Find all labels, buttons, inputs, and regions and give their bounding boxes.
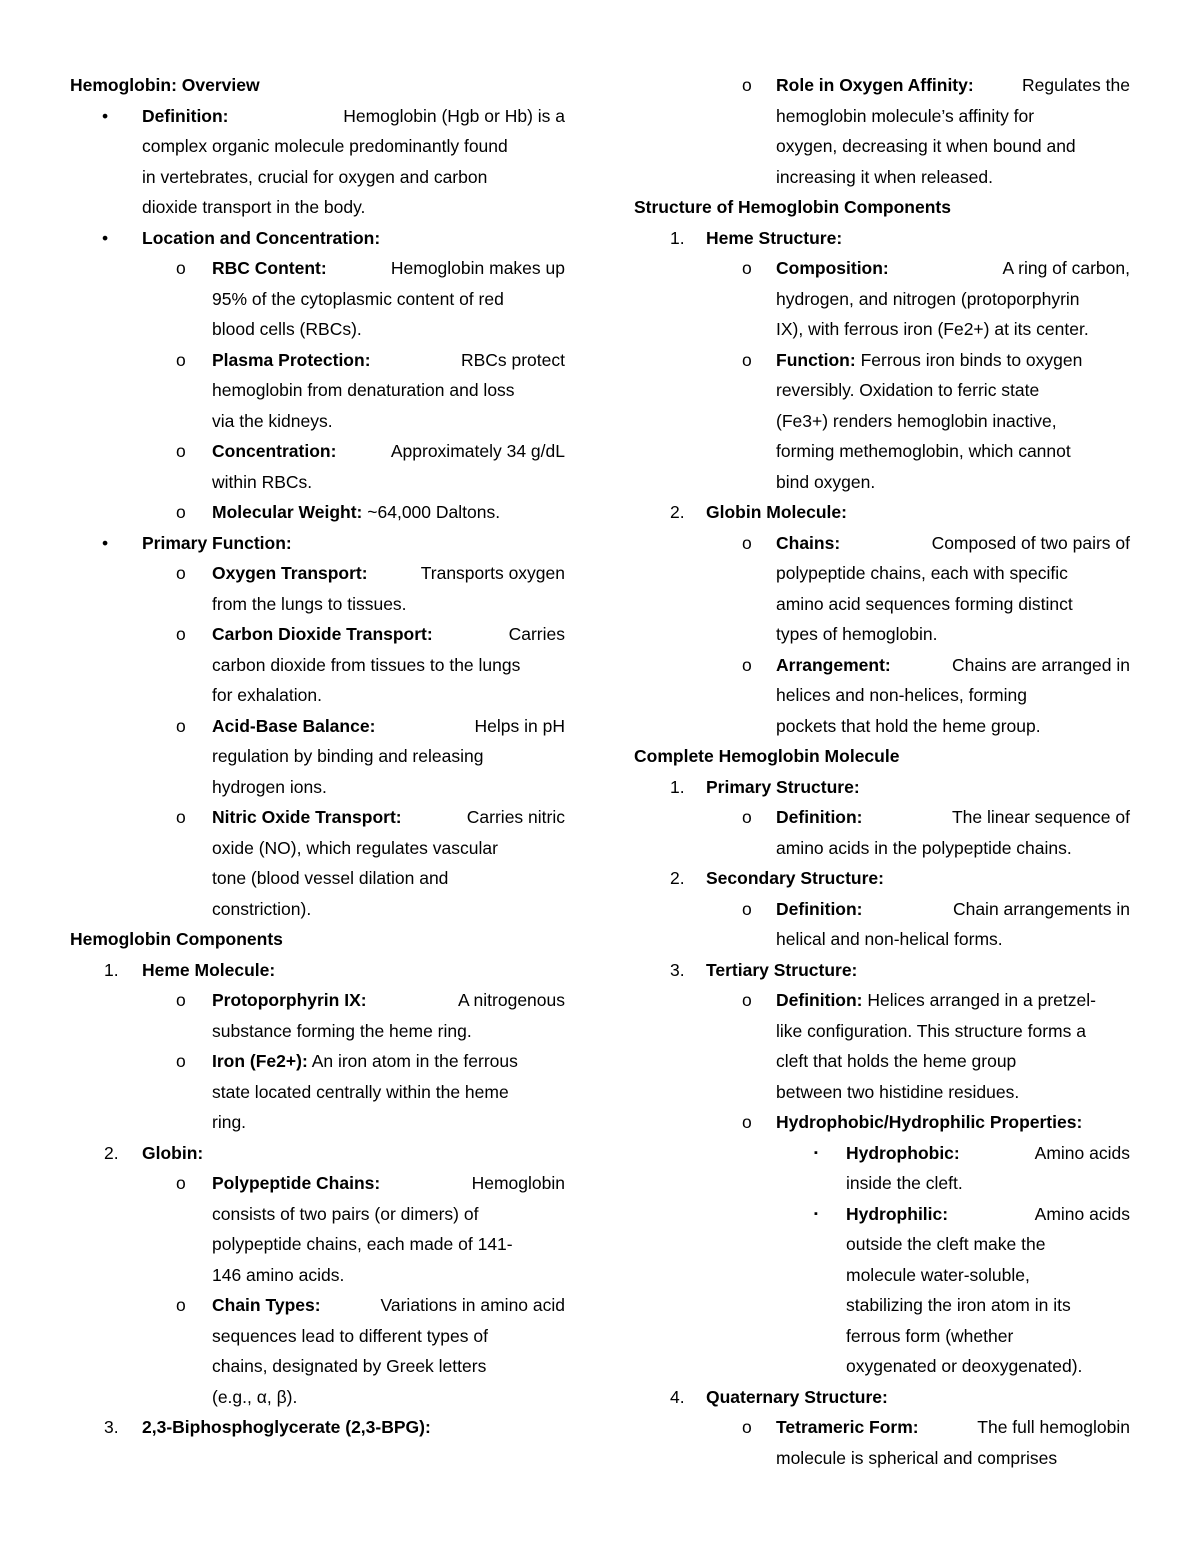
section-heading-components: Hemoglobin Components (70, 929, 283, 949)
bullet-marker: • (102, 105, 109, 126)
subitem-hydro-properties: o Hydrophobic/Hydrophilic Properties: (742, 1112, 1083, 1132)
numbered-bpg: 3. 2,3-Biphosphoglycerate (2,3-BPG): (104, 1417, 431, 1437)
numbered-heme-molecule: 1. Heme Molecule: (104, 959, 276, 980)
subitem-secondary-definition: o Definition: Chain arrangements in (742, 898, 1130, 919)
numbered-secondary-structure: 2. Secondary Structure: (670, 868, 884, 888)
numbered-globin-molecule: 2. Globin Molecule: (670, 502, 847, 522)
right-column: o Role in Oxygen Affinity: Regulates the hemoglobin molecule’s affinity for oxygen, decreasing it when bound and increasing it when released. Structure of Hemoglobin Components 1. Heme Structure: o Composition: A ring of carbon, hydrogen, and nitrogen (protoporphyrin IX), with ferrous iron (Fe2+) at its center. o Function: Ferrous iron binds to oxygen reversibly. Oxidation to ferric state (Fe3+) renders hemoglobin inactive, forming methemoglobin, which cannot bind oxygen. 2. Globin Molecule: o Chains: Composed of two pairs of polypeptide chains, each with specific amino acid sequences forming distinct types of hemoglobin. o Arrangement: Chains are arranged in helices and non-helices, forming pockets that hold the heme group. Complete Hemoglobin Molecule 1. Primary Structure: o Definition: The linear sequence of amino acids in the polypeptide chains. 2. Secondary Structure: o Definition: Chain arrangements in helical and non-helical forms. 3. Tertiary Structure: o Definition: Helices arranged in a pretzel- like configuration. This structure forms a cleft that holds the heme group between two histidine residues. o Hydrophobic/Hydrophilic Properties: ▪ Hydrophobic: Amino acids inside the cleft. ▪ Hydrophilic: Amino acids outside the cleft make the molecule water-soluble, stabilizing the iron atom in its ferrous form (whether oxygenated or deoxygenated). 4. Quaternary Structure: o Tetrameric Form: The full hemoglobin molecule is spherical and comprises (634, 70, 1130, 1473)
subitem-co2-transport: o Carbon Dioxide Transport: Carries (176, 624, 565, 644)
numbered-quaternary-structure: 4. Quaternary Structure: (670, 1386, 888, 1407)
subitem-iron: o Iron (Fe2+): An iron atom in the ferrous (176, 1051, 518, 1071)
subitem-arrangement: o Arrangement: Chains are arranged in (742, 654, 1130, 675)
term-location: Location and Concentration: (142, 227, 381, 248)
subitem-molecular-weight: o Molecular Weight: ~64,000 Daltons. (176, 502, 501, 522)
subitem-nitric-oxide: o Nitric Oxide Transport: Carries nitric (176, 807, 565, 827)
subitem-protoporphyrin: o Protoporphyrin IX: A nitrogenous (176, 990, 565, 1010)
section-heading-structure: Structure of Hemoglobin Components (634, 197, 951, 217)
left-column: Hemoglobin: Overview • Definition: Hemoglobin (Hgb or Hb) is a complex organic molecule predominantly found in vertebrates, crucial for oxygen and carbon dioxide transport in the body. • Location and Concentration: o RBC Content: Hemoglobin makes up 95% of the cytoplasmic content of red blood cells (RBCs). o Plasma Protection: RBCs protect hemoglobin from denaturation and loss via the kidneys. o Concentration: Approximately 34 g/dL within RBCs. o Molecular Weight: ~64,000 Daltons. • Primary Function: o Oxygen Transport: Transports oxygen from the lungs to tissues. o Carbon Dioxide Transport: Carries carbon dioxide from tissues to the lungs for exhalation. o Acid-Base Balance: Helps in pH regulation by binding and releasing hydrogen ions. o Nitric Oxide Transport: Carries nitric oxide (NO), which regulates vascular tone (blood vessel dilation and constriction). Hemoglobin Components 1. Heme Molecule: o Protoporphyrin IX: A nitrogenous substance forming the heme ring. o Iron (Fe2+): An iron atom in the ferrous state located centrally within the heme ring. 2. Globin: o Polypeptide Chains: Hemoglobin consists of two pairs (or dimers) of polypeptide chains, each made of 141- 146 amino acids. o Chain Types: Variations in amino acid sequences lead to different types of chains, designated by Greek letters (e.g., α, β). 3. 2,3-Biphosphoglycerate (2,3-BPG): (70, 70, 565, 1443)
numbered-globin: 2. Globin: (104, 1142, 204, 1163)
subitem-tertiary-definition: o Definition: Helices arranged in a pretzel- (742, 990, 1096, 1010)
subitem-chains: o Chains: Composed of two pairs of (742, 532, 1130, 553)
term-definition: Definition: (142, 105, 229, 126)
subitem-composition: o Composition: A ring of carbon, (742, 258, 1130, 278)
subitem-rbc-content: o RBC Content: Hemoglobin makes up (176, 258, 565, 278)
subsubitem-hydrophobic: ▪ Hydrophobic: Amino acids (814, 1142, 1130, 1163)
subitem-role-oxygen-affinity: o Role in Oxygen Affinity: Regulates the (742, 75, 1130, 95)
bullet-primary-function: • Primary Function: (102, 532, 292, 553)
numbered-heme-structure: 1. Heme Structure: (670, 227, 843, 248)
numbered-tertiary-structure: 3. Tertiary Structure: (670, 959, 858, 980)
section-heading-complete: Complete Hemoglobin Molecule (634, 746, 900, 766)
subitem-chain-types: o Chain Types: Variations in amino acid (176, 1295, 565, 1315)
subitem-acid-base: o Acid-Base Balance: Helps in pH (176, 715, 565, 736)
subitem-function: o Function: Ferrous iron binds to oxygen (742, 349, 1083, 370)
subitem-plasma-protection: o Plasma Protection: RBCs protect (176, 349, 565, 370)
subitem-tetrameric-form: o Tetrameric Form: The full hemoglobin (742, 1417, 1130, 1437)
bullet-location: • Location and Concentration: (102, 227, 381, 248)
section-heading-overview: Hemoglobin: Overview (70, 75, 260, 95)
subsubitem-hydrophilic: ▪ Hydrophilic: Amino acids (814, 1203, 1130, 1224)
subitem-oxygen-transport: o Oxygen Transport: Transports oxygen (176, 563, 565, 583)
numbered-primary-structure: 1. Primary Structure: (670, 776, 860, 797)
subitem-concentration: o Concentration: Approximately 34 g/dL (176, 441, 565, 461)
subitem-primary-definition: o Definition: The linear sequence of (742, 807, 1130, 827)
subitem-polypeptide-chains: o Polypeptide Chains: Hemoglobin (176, 1173, 565, 1193)
bullet-definition: • Definition: Hemoglobin (Hgb or Hb) is a (70, 101, 565, 132)
